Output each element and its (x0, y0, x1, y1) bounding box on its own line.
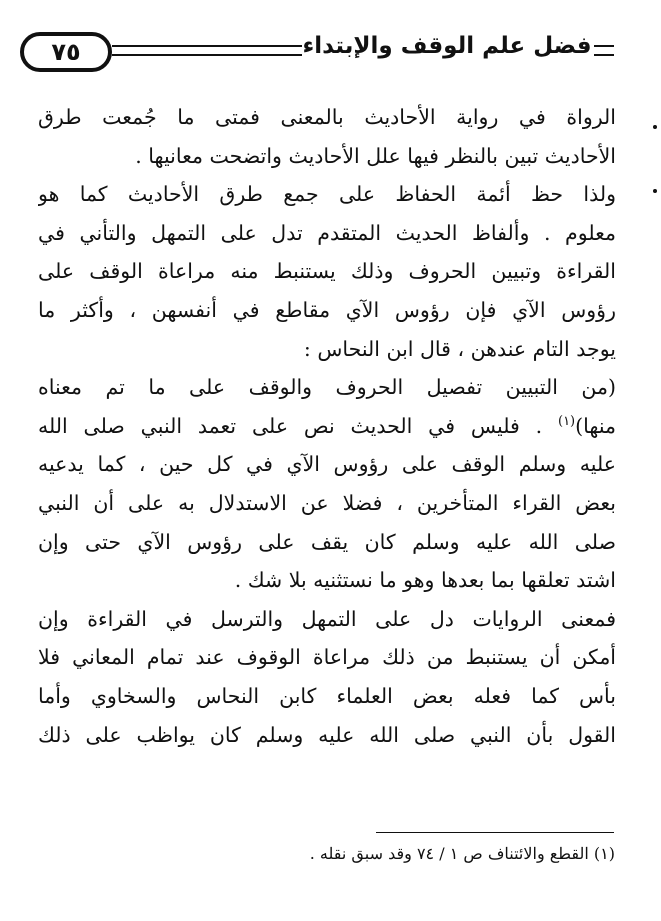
quote-line: (من التبيين تفصيل الحروف والوقف على ما تم معناه (38, 375, 616, 400)
text-line: ولذا حظ أئمة الحفاظ على جمع طرق الأحاديث كما هو (38, 182, 616, 207)
text-line: بأس كما فعله بعض العلماء كابن النحاس والسخاوي وأما (38, 683, 616, 708)
text-line: فمعنى الروايات دل على التمهل والترسل في القراءة وإن (38, 606, 616, 631)
text-line: القراءة وتبيين الحروف وذلك يستنبط منه مراعاة الوقف على (38, 259, 616, 284)
quote-continuation-text: . فليس في الحديث نص على تعمد النبي صلى الله (38, 413, 543, 438)
text-line: بعض القراء المتأخرين ، فضلا عن الاستدلال به على أن النبي (38, 490, 616, 515)
margin-dot (653, 125, 657, 129)
header-rule-right-top (594, 45, 614, 47)
footnote-reference-marker: (١) (557, 413, 576, 429)
header-rule-right-bottom (594, 54, 614, 56)
text-line: الرواة في رواية الأحاديث بالمعنى فمتى ما جُمعت طرق (38, 105, 616, 129)
text-line: معلوم . وألفاظ الحديث المتقدم تدل على التمهل والتأني في (38, 220, 616, 245)
text-line: عليه وسلم الوقف على رؤوس الآي في كل حين ، كما يدعيه (38, 452, 616, 477)
footnote-text: (١) القطع والائتناف ص ١ / ٧٤ وقد سبق نقله . (309, 844, 615, 863)
text-line: اشتد تعلقها بما بعدها وهو ما نستثنيه بلا شك . (234, 568, 616, 593)
quote-end-line (38, 407, 616, 446)
running-header-title: فضل علم الوقف والإبتداء (302, 33, 592, 59)
text-line: رؤوس الآي فإن رؤوس الآي مقاطع في أنفسهن ، وأكثر ما (38, 297, 616, 322)
text-line: القول بأن النبي صلى الله عليه وسلم كان يواظب على ذلك (38, 722, 616, 747)
header-rule-left-top (112, 45, 302, 47)
quote-end-text: منها) (575, 413, 616, 438)
body-text (38, 98, 616, 754)
text-line: أمكن أن يستنبط من ذلك مراعاة الوقوف عند تمام المعاني فلا (38, 645, 616, 670)
text-line: يوجد التام عندهن ، قال ابن النحاس : (303, 336, 616, 361)
text-line: الأحاديث تبين بالنظر فيها علل الأحاديث واتضحت معانيها . (135, 143, 616, 168)
header-rule-left-bottom (112, 54, 302, 56)
margin-dot (653, 189, 657, 193)
footnote-separator (376, 832, 614, 833)
page-number: ٧٥ (51, 38, 81, 66)
page-number-badge (20, 32, 112, 72)
text-line: صلى الله عليه وسلم كان يقف على رؤوس الآي حتى وإن (38, 529, 616, 554)
